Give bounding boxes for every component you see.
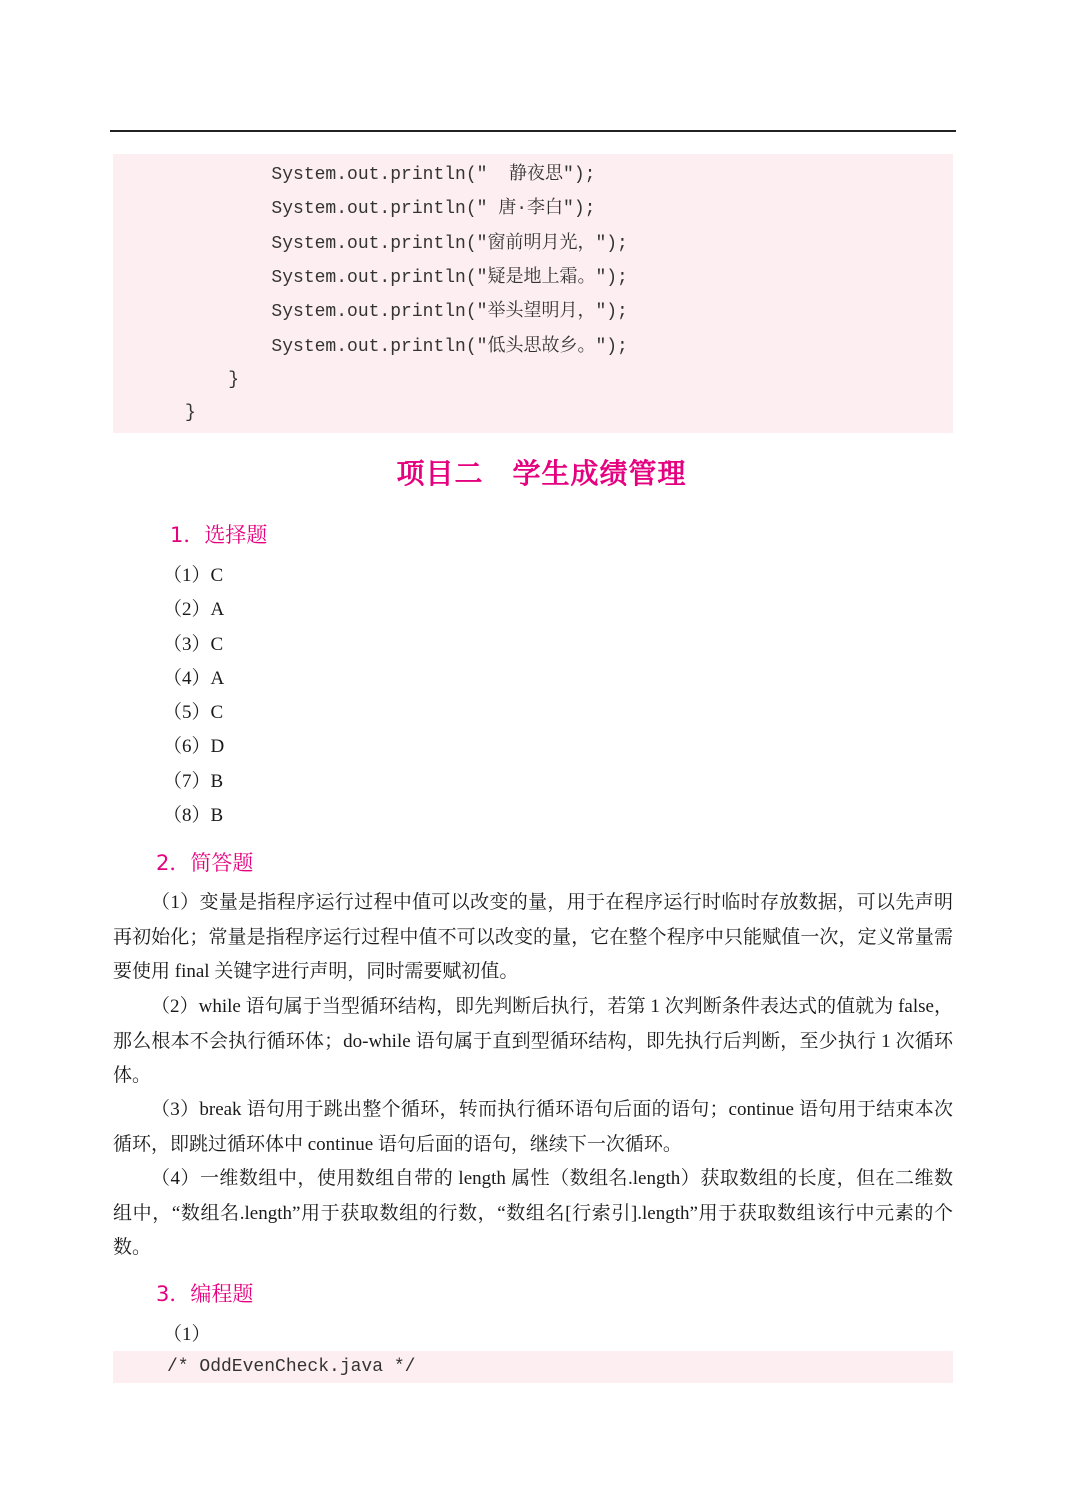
answer-paragraph: （4）一维数组中，使用数组自带的 length 属性（数组名.length）获取数组的长度，但在二维数组中，“数组名.length”用于获取数组的行数，“数组名[行索引].length”用于获取数组该行中元素的个数。: [113, 1168, 953, 1258]
header-rule: [110, 130, 956, 132]
answer-paragraph: （2）while 语句属于当型循环结构，即先判断后执行，若第 1 次判断条件表达式的值就为 false，那么根本不会执行循环体；do-while 语句属于直到型循环结构，即先执行后判断，至少执行 1 次循环体。: [113, 996, 953, 1086]
code-line: System.out.println("疑是地上霜。");: [185, 268, 628, 288]
answer-paragraph: （3）break 语句用于跳出整个循环，转而执行循环语句后面的语句；continue 语句用于结束本次循环，即跳过循环体中 continue 语句后面的语句，继续下一次循环。: [113, 1099, 953, 1155]
code-line: /* OddEvenCheck.java */: [167, 1357, 416, 1377]
program-item-label: （1）: [163, 1324, 211, 1345]
code-block-bottom: [113, 1351, 953, 1383]
code-line: System.out.println(" 唐·李白");: [185, 199, 596, 219]
code-line: System.out.println("低头思故乡。");: [185, 337, 628, 357]
code-line: System.out.println("窗前明月光，");: [185, 234, 628, 254]
code-line: System.out.println(" 静夜思");: [185, 165, 596, 185]
answer-item: （4）A: [163, 668, 225, 689]
section-heading-choice: 1．选择题: [170, 523, 268, 547]
code-line: }: [185, 370, 240, 390]
answer-item: （1）C: [163, 565, 224, 586]
answer-item: （7）B: [163, 771, 224, 792]
section-heading-programming: 3．编程题: [156, 1282, 254, 1306]
answer-item: （5）C: [163, 702, 224, 723]
answer-item: （8）B: [163, 805, 224, 826]
code-line: }: [185, 403, 196, 423]
answer-item: （2）A: [163, 599, 225, 620]
code-line: System.out.println("举头望明月，");: [185, 302, 628, 322]
answer-item: （6）D: [163, 736, 225, 757]
code-block-top: [113, 154, 953, 433]
project-title: 项目二 学生成绩管理: [396, 457, 687, 490]
answer-item: （3）C: [163, 634, 224, 655]
section-heading-short-answer: 2．简答题: [156, 851, 254, 875]
answer-paragraph: （1）变量是指程序运行过程中值可以改变的量，用于在程序运行时临时存放数据，可以先声明再初始化；常量是指程序运行过程中值不可以改变的量，它在整个程序中只能赋值一次，定义常量需要使用 final 关键字进行声明，同时需要赋初值。: [113, 892, 953, 982]
